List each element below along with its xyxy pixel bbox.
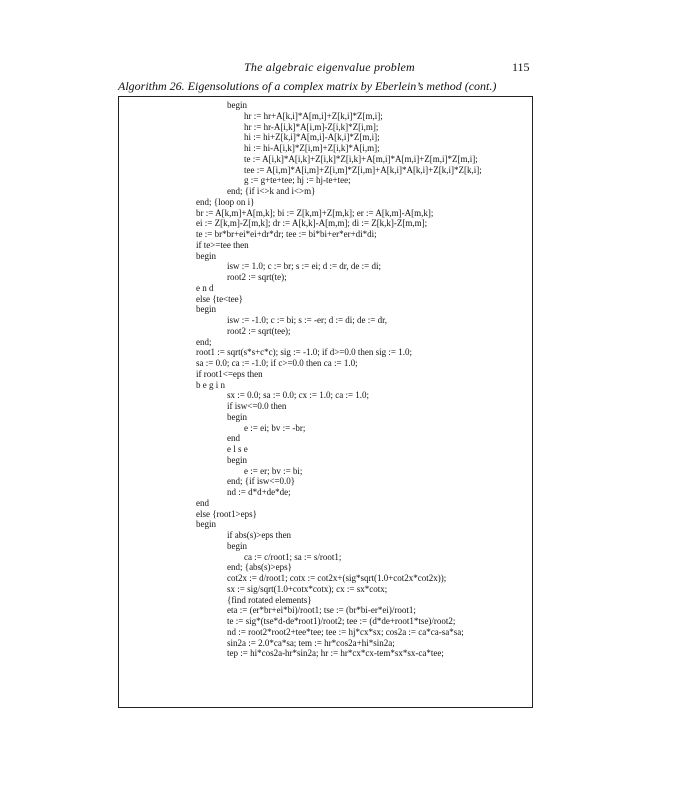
code-line: sx := 0.0; sa := 0.0; cx := 1.0; ca := 1.0; xyxy=(227,390,370,401)
code-line: isw := 1.0; c := br; s := ei; d := dr, de := di; xyxy=(227,261,382,272)
code-line: root2 := sqrt(te); xyxy=(227,272,287,282)
code-line: begin xyxy=(196,250,216,261)
algorithm-caption: Algorithm 26. Eigensolutions of a complex matrix by Eberlein’s method (cont.) xyxy=(118,79,497,93)
code-line: end xyxy=(227,433,240,444)
code-line: end; {if i<>k and i<>m} xyxy=(227,186,316,196)
code-line: end; {loop on i} xyxy=(196,196,255,207)
code-line: begin xyxy=(196,304,216,315)
code-line: eta := (er*br+ei*bi)/root1; tse := (br*bi-er*ei)/root1; xyxy=(227,605,416,616)
code-line: hi := hi-A[i,k]*Z[i,m]+Z[i,k]*A[i,m]; xyxy=(244,143,380,153)
running-title: The algebraic eigenvalue problem xyxy=(244,60,415,74)
code-line: te := sig*(tse*d-de*root1)/root2; tee := (d*de+root1*tse)/root2; xyxy=(227,616,456,626)
page-number: 115 xyxy=(512,60,530,74)
code-line: else {root1>eps} xyxy=(196,508,257,519)
code-line: te := br*br+ei*ei+dr*dr; tee := bi*bi+er*er+di*di; xyxy=(196,229,377,239)
code-line: g := g+te+tee; hj := hj-te+tee; xyxy=(244,175,351,186)
code-line: sa := 0.0; ca := -1.0; if c>=0.0 then ca := 1.0; xyxy=(196,358,358,368)
code-line: e := er; bv := bi; xyxy=(244,465,303,476)
code-line: b e g i n xyxy=(196,379,225,390)
code-line: begin xyxy=(196,519,216,530)
code-line: nd := d*d+de*de; xyxy=(227,487,291,497)
code-line: end xyxy=(196,497,209,508)
code-line: te := A[i,k]*A[i,k]+Z[i,k]*Z[i,k]+A[m,i]*A[m,i]+Z[m,i]*Z[m,i]; xyxy=(244,153,478,164)
code-line: isw := -1.0; c := bi; s := -er; d := di; de := dr, xyxy=(227,315,388,325)
code-line: br := A[k,m]+A[m,k]; bi := Z[k,m]+Z[m,k]; er := A[k,m]-A[m,k]; xyxy=(196,207,434,218)
code-line: end; {abs(s)>eps} xyxy=(227,562,292,573)
code-line: sin2a := 2.0*ca*sa; tem := hr*cos2a+hi*sin2a; xyxy=(227,637,395,648)
code-line: hi := hi+Z[k,i]*A[m,i]-A[k,i]*Z[m,i]; xyxy=(244,132,380,143)
code-line: e n d xyxy=(196,282,214,293)
code-line: hr := hr-A[i,k]*A[i,m]-Z[i,k]*Z[i,m]; xyxy=(244,121,379,132)
code-line: begin xyxy=(227,454,247,465)
code-line: tee := A[i,m]*A[i,m]+Z[i,m]*Z[i,m]+A[k,i]*A[k,i]+Z[k,i]*Z[k,i]; xyxy=(244,164,482,175)
code-line: tep := hi*cos2a-hr*sin2a; hr := hr*cx*cx-tem*sx*sx-ca*tee; xyxy=(227,648,444,659)
code-line: root1 := sqrt(s*s+c*c); sig := -1.0; if d>=0.0 then sig := 1.0; xyxy=(196,347,412,358)
code-line: if te>=tee then xyxy=(196,239,249,250)
code-line: sx := sig/sqrt(1.0+cotx*cotx); cx := sx*cotx; xyxy=(227,583,388,594)
code-line: end; xyxy=(196,336,212,347)
code-line: nd := root2*root2+tee*tee; tee := hj*cx*sx; cos2a := ca*ca-sa*sa; xyxy=(227,626,464,637)
code-line: e l s e xyxy=(227,444,248,454)
code-line: if isw<=0.0 then xyxy=(227,401,287,411)
code-line: e := ei; bv := -br; xyxy=(244,422,306,433)
code-line: begin xyxy=(227,540,247,551)
code-line: {find rotated elements} xyxy=(227,594,312,605)
code-line: begin xyxy=(227,100,247,110)
code-line: cot2x := d/root1; cotx := cot2x+(sig*sqrt(1.0+cot2x*cot2x)); xyxy=(227,573,447,583)
code-line: if abs(s)>eps then xyxy=(227,530,292,540)
code-line: end; {if isw<=0.0} xyxy=(227,476,296,487)
code-line: if root1<=eps then xyxy=(196,368,263,379)
code-line: root2 := sqrt(tee); xyxy=(227,325,291,336)
code-line: hr := hr+A[k,i]*A[m,i]+Z[k,i]*Z[m,i]; xyxy=(244,110,383,121)
code-line: begin xyxy=(227,411,247,422)
code-line: ei := Z[k,m]-Z[m,k]; dr := A[k,k]-A[m,m]; di := Z[k,k]-Z[m,m]; xyxy=(196,218,428,229)
code-listing xyxy=(0,100,685,700)
code-line: ca := c/root1; sa := s/root1; xyxy=(244,551,342,562)
code-line: else {te<tee} xyxy=(196,293,243,304)
